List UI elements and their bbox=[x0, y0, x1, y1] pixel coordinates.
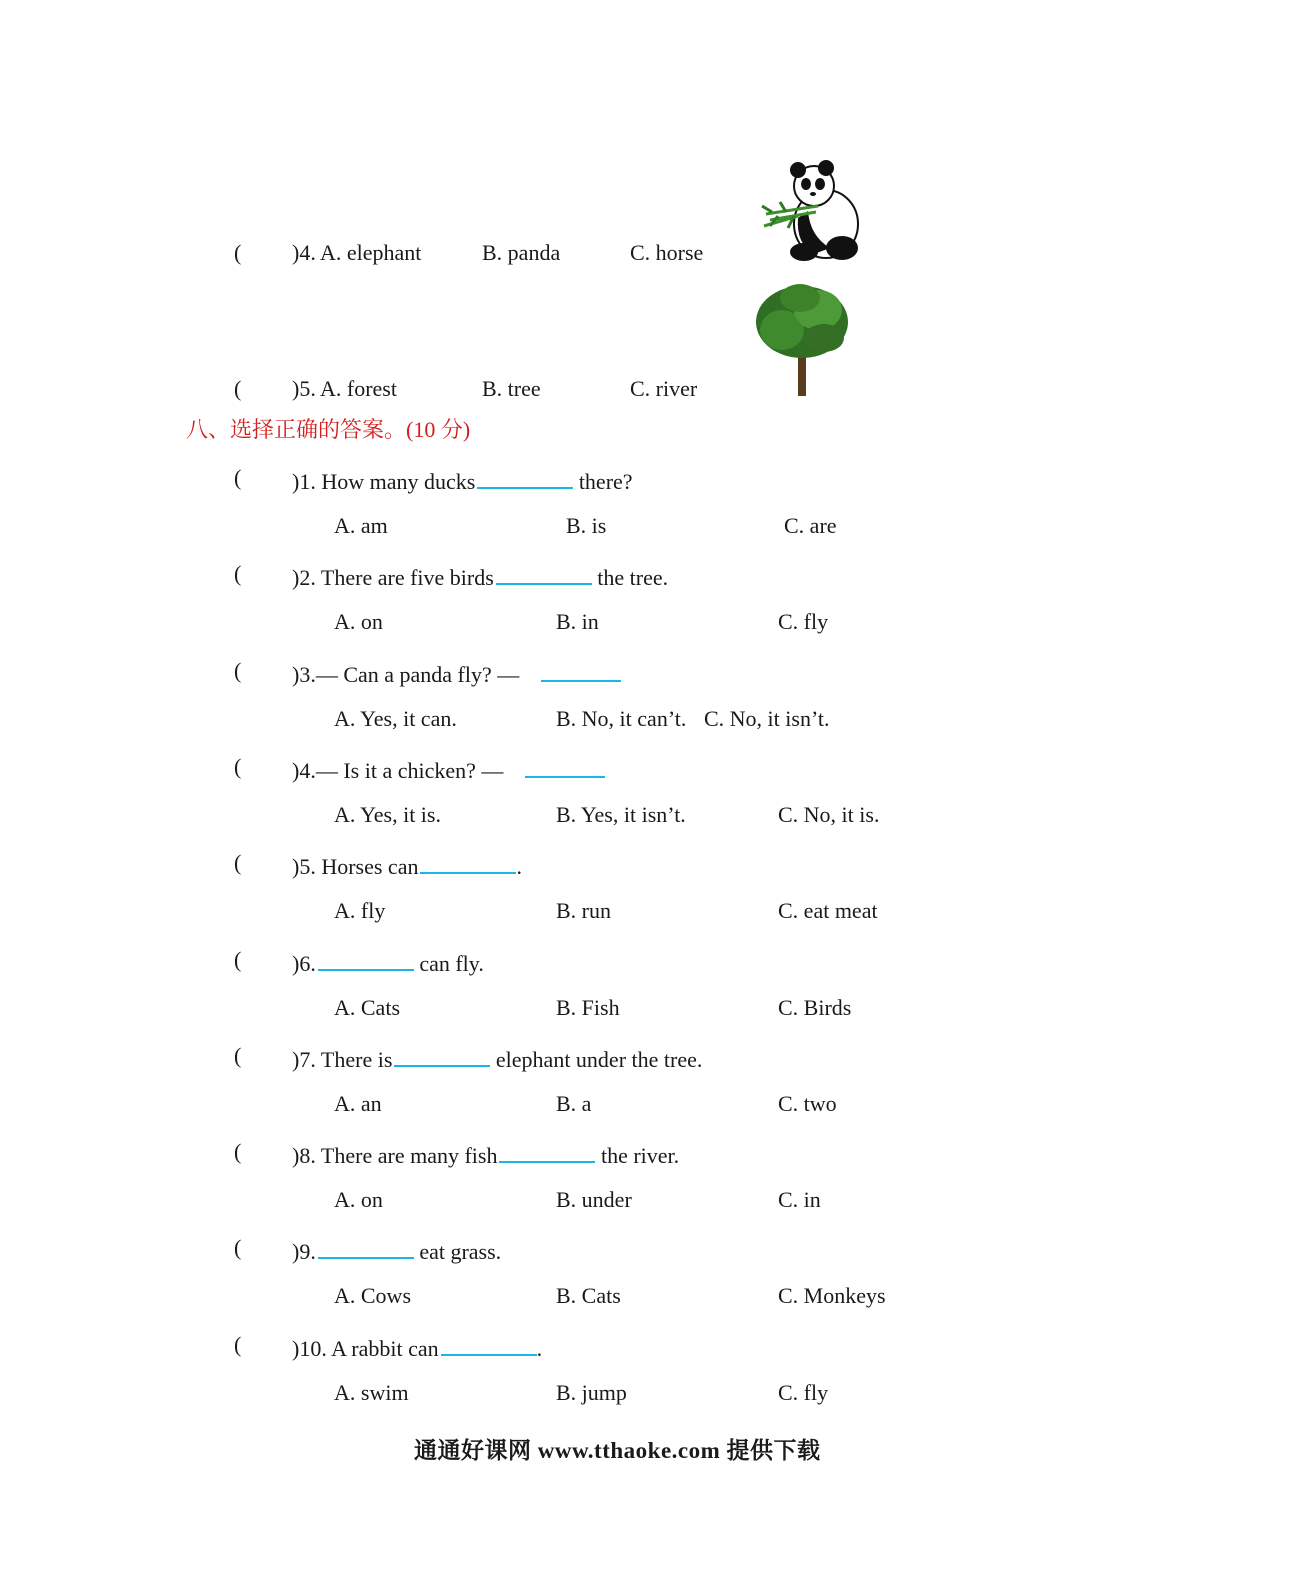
option-a: A. elephant bbox=[320, 240, 422, 265]
question-text-tail: there? bbox=[573, 469, 633, 494]
question-text: )6. bbox=[292, 951, 316, 976]
option-b: B. Cats bbox=[556, 1283, 621, 1308]
question-text-tail: eat grass. bbox=[413, 1239, 502, 1264]
answer-blank[interactable] bbox=[420, 852, 516, 874]
option-c: C. No, it is. bbox=[778, 802, 880, 827]
answer-paren[interactable]: ( bbox=[234, 1139, 242, 1164]
answer-paren[interactable]: ( bbox=[234, 1332, 242, 1357]
option-b: B. is bbox=[566, 513, 607, 538]
option-c: C. fly bbox=[778, 609, 829, 634]
answer-blank[interactable] bbox=[318, 949, 414, 971]
option-c: C. horse bbox=[630, 240, 704, 265]
answer-blank[interactable] bbox=[477, 467, 573, 489]
option-b: B. Yes, it isn’t. bbox=[556, 802, 686, 827]
answer-paren[interactable]: ( bbox=[234, 1235, 242, 1260]
option-c: C. river bbox=[630, 376, 698, 401]
question-stem bbox=[292, 1141, 679, 1167]
question-stem bbox=[292, 756, 605, 782]
question-text-tail: can fly. bbox=[413, 951, 484, 976]
option-a: A. fly bbox=[334, 898, 386, 923]
question-text-tail: . bbox=[536, 1336, 543, 1361]
option-b: B. tree bbox=[482, 376, 541, 401]
option-c: C. fly bbox=[778, 1380, 829, 1405]
option-a: A. swim bbox=[334, 1380, 409, 1405]
option-c: C. Birds bbox=[778, 995, 852, 1020]
option-b: B. in bbox=[556, 609, 599, 634]
question-text: )2. There are five birds bbox=[292, 565, 494, 590]
question-stem bbox=[292, 1045, 702, 1071]
question-number: )5. bbox=[292, 376, 316, 401]
option-c: C. are bbox=[784, 513, 837, 538]
option-b: B. run bbox=[556, 898, 611, 923]
option-c: C. two bbox=[778, 1091, 837, 1116]
panda-icon bbox=[758, 156, 868, 266]
answer-blank[interactable] bbox=[394, 1045, 490, 1067]
answer-paren[interactable]: ( bbox=[234, 850, 242, 875]
question-stem bbox=[292, 1334, 542, 1360]
question-text-tail: . bbox=[516, 854, 522, 879]
option-b: B. a bbox=[556, 1091, 592, 1116]
answer-blank[interactable] bbox=[525, 756, 605, 778]
question-text-tail: elephant under the tree. bbox=[490, 1047, 703, 1072]
answer-blank[interactable] bbox=[541, 660, 621, 682]
option-c: C. eat meat bbox=[778, 898, 878, 923]
option-c: C. in bbox=[778, 1187, 821, 1212]
answer-paren[interactable]: ( bbox=[234, 240, 242, 265]
answer-blank[interactable] bbox=[318, 1237, 414, 1259]
question-stem bbox=[292, 467, 633, 493]
question-stem bbox=[292, 660, 621, 686]
option-a: A. Cows bbox=[334, 1283, 412, 1308]
question-text: )1. How many ducks bbox=[292, 469, 476, 494]
question-text: )4.— Is it a chicken? — bbox=[292, 758, 504, 783]
answer-blank[interactable] bbox=[496, 563, 592, 585]
question-stem bbox=[292, 563, 668, 589]
option-a: A. an bbox=[334, 1091, 382, 1116]
question-text: )10. A rabbit can bbox=[292, 1336, 439, 1361]
answer-paren[interactable]: ( bbox=[234, 376, 242, 401]
option-a: A. Yes, it can. bbox=[334, 706, 457, 731]
option-a: A. on bbox=[334, 609, 383, 634]
question-stem bbox=[292, 949, 484, 975]
question-text: )8. There are many fish bbox=[292, 1143, 498, 1168]
question-text: )3.— Can a panda fly? — bbox=[292, 662, 520, 687]
question-stem bbox=[292, 852, 522, 878]
answer-blank[interactable] bbox=[441, 1334, 537, 1356]
option-b: B. Fish bbox=[556, 995, 620, 1020]
option-b: B. jump bbox=[556, 1380, 627, 1405]
answer-paren[interactable]: ( bbox=[234, 754, 242, 779]
option-c: C. Monkeys bbox=[778, 1283, 886, 1308]
option-b: B. No, it can’t. bbox=[556, 706, 687, 731]
question-number: )4. bbox=[292, 240, 316, 265]
question-text-tail: the river. bbox=[595, 1143, 680, 1168]
option-b: B. panda bbox=[482, 240, 561, 265]
answer-blank[interactable] bbox=[499, 1141, 595, 1163]
answer-paren[interactable]: ( bbox=[234, 465, 242, 490]
option-a: A. Cats bbox=[334, 995, 400, 1020]
question-text: )9. bbox=[292, 1239, 316, 1264]
question-text-tail: the tree. bbox=[591, 565, 669, 590]
option-b: B. under bbox=[556, 1187, 632, 1212]
question-text: )7. There is bbox=[292, 1047, 393, 1072]
answer-paren[interactable]: ( bbox=[234, 561, 242, 586]
answer-paren[interactable]: ( bbox=[234, 947, 242, 972]
section-heading: 八、选择正确的答案。(10 分) bbox=[186, 417, 471, 442]
option-a: A. on bbox=[334, 1187, 383, 1212]
question-stem bbox=[292, 1237, 501, 1263]
answer-paren[interactable]: ( bbox=[234, 1043, 242, 1068]
footer-text: 通通好课网 www.tthaoke.com 提供下载 bbox=[414, 1438, 821, 1463]
option-a: A. Yes, it is. bbox=[334, 802, 441, 827]
question-text: )5. Horses can bbox=[292, 854, 419, 879]
tree-icon bbox=[752, 280, 852, 398]
answer-paren[interactable]: ( bbox=[234, 658, 242, 683]
option-a: A. am bbox=[334, 513, 388, 538]
option-a: A. forest bbox=[320, 376, 397, 401]
option-c: C. No, it isn’t. bbox=[704, 706, 830, 731]
